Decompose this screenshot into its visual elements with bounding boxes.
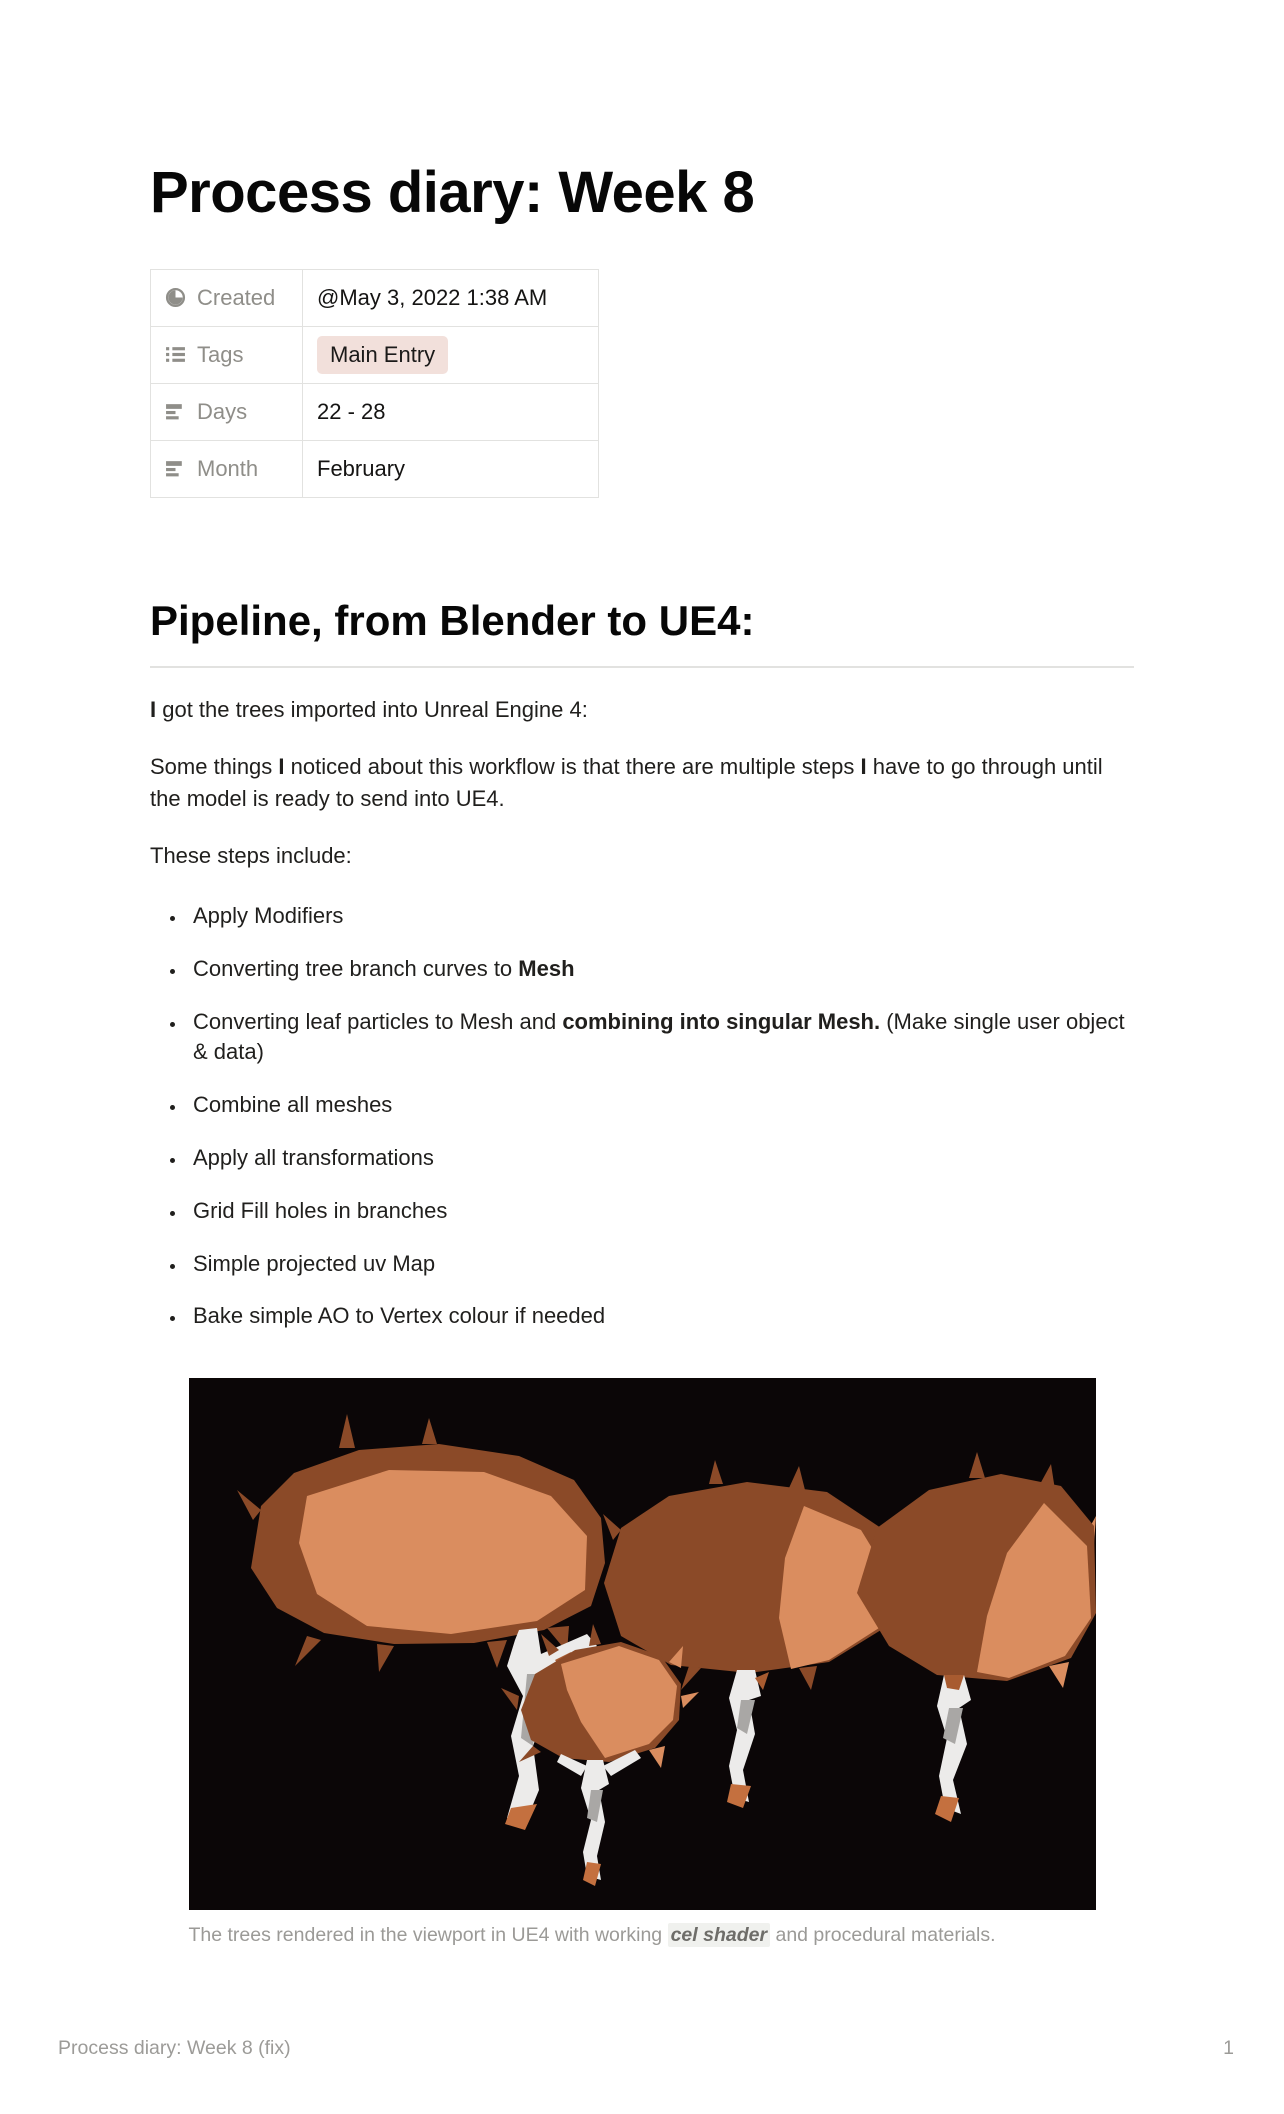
bullet-list — [150, 901, 1134, 1332]
tag-pill: Main Entry — [317, 336, 448, 374]
text-run: Combine all meshes — [193, 1092, 393, 1118]
trees-render-image — [189, 1378, 1096, 1910]
list-item — [187, 1090, 1134, 1121]
property-label-created: Created — [197, 284, 276, 310]
text-run-bold: I — [150, 697, 157, 723]
figure-caption — [189, 1922, 1096, 1949]
property-row-created — [151, 269, 599, 326]
property-value-days: 22 - 28 — [303, 383, 599, 440]
text-run: noticed about this workflow is that there are multiple steps — [284, 754, 861, 780]
paragraph-3: These steps include: — [150, 842, 352, 868]
footer-page-number: 1 — [1223, 2037, 1234, 2059]
text-icon — [165, 401, 186, 422]
text-run: Apply all transformations — [193, 1145, 434, 1170]
page-title: Process diary: Week 8 — [150, 160, 755, 225]
figure — [189, 1378, 1096, 1949]
text-run-bold: I — [860, 754, 867, 780]
text-run: Apply Modifiers — [193, 903, 344, 929]
list-item — [187, 901, 1134, 932]
list-item — [187, 1301, 1134, 1332]
text-run: (Make single user object & data) — [193, 1008, 1125, 1065]
bulleted-list-icon — [165, 344, 186, 365]
text-run-bold: combining into singular Mesh. — [562, 1008, 881, 1034]
paragraph-2 — [150, 751, 1134, 813]
paragraph-1 — [150, 694, 1134, 725]
property-label-days: Days — [197, 398, 248, 424]
list-item — [187, 954, 1134, 985]
property-label-month: Month — [197, 455, 259, 481]
property-value-month: February — [303, 440, 599, 497]
text-run-bold: Mesh — [518, 955, 575, 981]
text-run: Converting leaf particles to Mesh and — [193, 1008, 563, 1034]
property-label-tags: Tags — [197, 341, 244, 367]
text-run: The trees rendered in the viewport in UE4 with working — [188, 1924, 668, 1947]
text-run: Bake simple AO to Vertex colour if needed — [193, 1303, 606, 1329]
text-run: have to go through until the model is ready to send into UE4. — [150, 754, 1103, 811]
list-item — [187, 1007, 1134, 1069]
property-row-month — [151, 440, 599, 497]
text-run: Some things — [150, 754, 279, 780]
list-item — [187, 1196, 1134, 1227]
text-run: Simple projected uv Map — [193, 1250, 436, 1276]
text-run-bold: I — [278, 754, 285, 780]
text-run: and procedural materials. — [770, 1924, 996, 1947]
section-heading: Pipeline, from Blender to UE4: — [150, 596, 755, 644]
footer-doc-title: Process diary: Week 8 (fix) — [58, 2037, 291, 2059]
property-value-created: @May 3, 2022 1:38 AM — [303, 269, 599, 326]
text-icon — [165, 458, 186, 479]
property-row-days — [151, 383, 599, 440]
text-run: Converting tree branch curves to — [193, 955, 519, 981]
list-item — [187, 1249, 1134, 1280]
footer — [58, 2037, 1234, 2060]
text-run: got the trees imported into Unreal Engine 4: — [156, 697, 588, 723]
clock-icon — [165, 287, 186, 308]
text-run: Grid Fill holes in branches — [193, 1197, 448, 1223]
properties-table — [150, 269, 599, 498]
section-divider — [150, 666, 1134, 668]
list-item — [187, 1143, 1134, 1174]
property-row-tags — [151, 326, 599, 383]
text-run-highlight: cel shader — [668, 1923, 770, 1947]
